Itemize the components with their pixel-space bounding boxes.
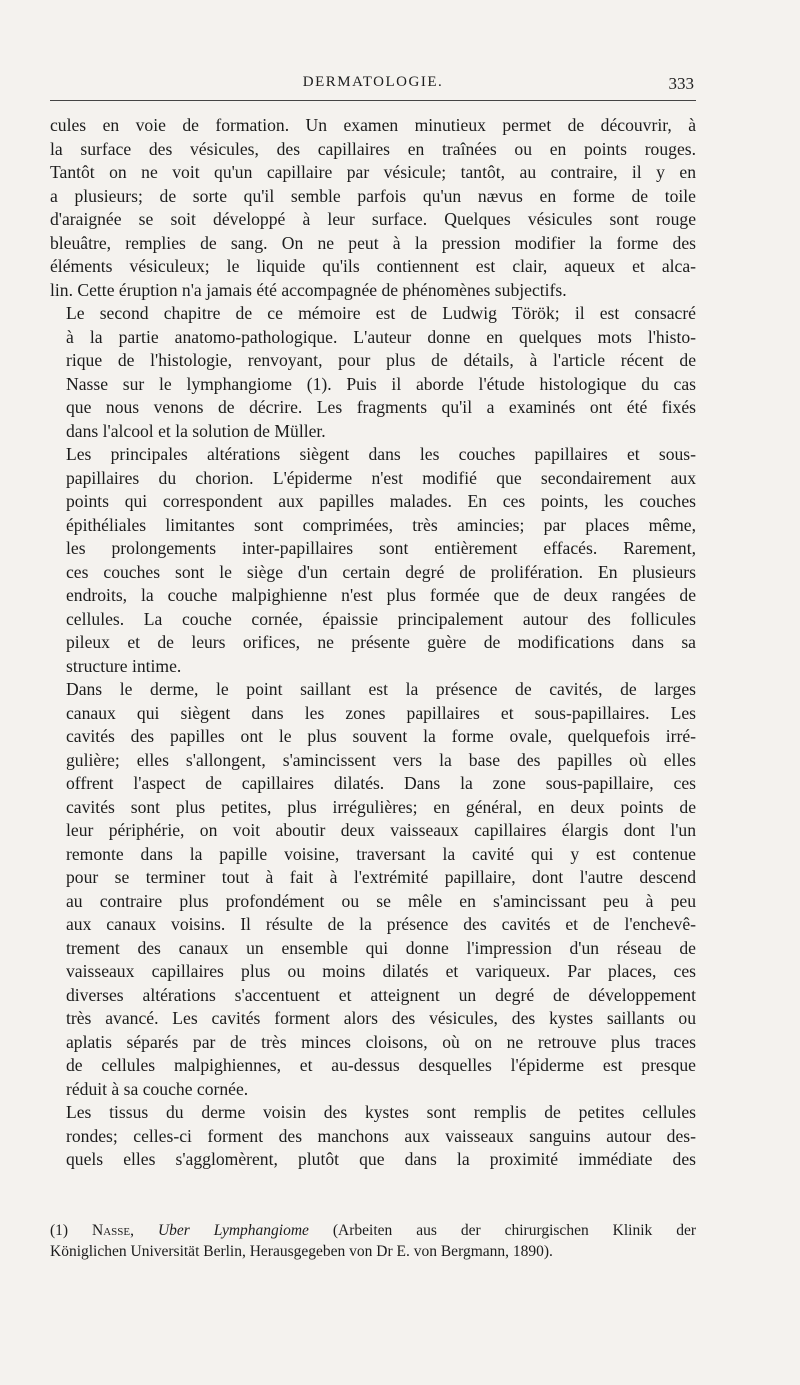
text-line: diverses altérations s'accentuent et atteignent un degré de développement [66,984,696,1005]
text-line: cavités sont plus petites, plus irrégulières; en général, en deux points de [66,796,696,817]
header-rule [50,100,696,101]
footnote-title: Uber Lymphangiome [157,1222,309,1239]
text-line: pileux et de leurs orifices, ne présente guère de modifications dans sa [66,632,696,652]
paragraph [50,302,696,443]
text-line: gulière; elles s'allongent, s'amincissent vers la base des papilles où elles [66,749,696,770]
text-line: cules en voie de formation. Un examen minutieux permet de découvrir, à [50,115,696,135]
text-line: endroits, la couche malpighienne n'est plus formée que de deux rangées de [66,585,696,605]
text-line: que nous venons de décrire. Les fragments qu'il a examinés ont été fixés [66,397,696,417]
text-line: de cellules malpighiennes, et au-dessus desquelles l'épiderme est presque [66,1055,696,1075]
footnote-line-2: Königlichen Universität Berlin, Herausgegeben von Dr E. von Bergmann, 1890). [50,1243,553,1260]
text-line: Le second chapitre de ce mémoire est de Ludwig Török; il est consacré [66,303,696,323]
text-line: réduit à sa couche cornée. [66,1078,249,1099]
text-line: pour se terminer tout à fait à l'extrémité papillaire, dont l'autre descend [66,867,696,887]
text-line: ces couches sont le siège d'un certain degré de prolifération. En plusieurs [66,561,696,582]
text-line: canaux qui siègent dans les zones papillaires et sous-papillaires. Les [66,702,696,723]
body-text [50,114,696,1172]
text-line: éléments vésiculeux; le liquide qu'ils contiennent est clair, aqueux et alca- [50,256,696,276]
text-line: aplatis séparés par de très minces cloisons, où on ne retrouve plus traces [66,1031,696,1052]
text-line: rondes; celles-ci forment des manchons aux vaisseaux sanguins autour des- [66,1125,696,1146]
text-line: quels elles s'agglomèrent, plutôt que dans la proximité immédiate des [66,1149,696,1169]
paragraph [50,1101,696,1172]
text-line: la surface des vésicules, des capillaires en traînées ou en points rouges. [50,138,696,159]
running-title: DERMATOLOGIE. [302,74,444,90]
text-line: Nasse sur le lymphangiome (1). Puis il aborde l'étude histologique du cas [66,373,696,394]
text-line: remonte dans la papille voisine, traversant la cavité qui y est contenue [66,843,696,864]
text-line: bleuâtre, remplies de sang. On ne peut à la pression modifier la forme des [50,232,696,253]
footnote-line1-rest: (Arbeiten aus der chirurgischen Klinik der [332,1222,696,1239]
text-line: dans l'alcool et la solution de Müller. [66,420,326,441]
text-line: très avancé. Les cavités forment alors des vésicules, des kystes saillants ou [66,1008,696,1028]
text-line: les prolongements inter-papillaires sont entièrement effacés. Rarement, [66,538,696,558]
text-line: structure intime. [66,655,182,676]
text-line: leur périphérie, on voit aboutir deux vaisseaux capillaires élargis dont l'un [66,820,696,840]
footnote-marker: (1) [50,1222,69,1239]
text-line: Les principales altérations siègent dans les couches papillaires et sous- [66,444,696,464]
text-line: aux canaux voisins. Il résulte de la présence des cavités et de l'enchevê- [66,914,696,934]
text-line: trement des canaux un ensemble qui donne l'impression d'un réseau de [66,937,696,958]
text-line: à la partie anatomo-pathologique. L'auteur donne en quelques mots l'histo- [66,326,696,347]
text-line: a plusieurs; de sorte qu'il semble parfois qu'un nævus en forme de toile [50,185,696,206]
text-line: épithéliales limitantes sont comprimées, très amincies; par places même, [66,514,696,535]
footnote [50,1220,696,1262]
paragraph [50,678,696,1101]
text-line: papillaires du chorion. L'épiderme n'est modifié que secondairement aux [66,467,696,488]
text-line: points qui correspondent aux papilles malades. En ces points, les couches [66,491,696,511]
text-line: Tantôt on ne voit qu'un capillaire par vésicule; tantôt, au contraire, il y en [50,162,696,182]
page-header [50,74,696,100]
paragraph [50,443,696,678]
paragraph [50,114,696,302]
text-line: Dans le derme, le point saillant est la présence de cavités, de larges [66,679,696,699]
text-line: Les tissus du derme voisin des kystes sont remplis de petites cellules [66,1102,696,1122]
text-line: offrent l'aspect de capillaires dilatés. Dans la zone sous-papillaire, ces [66,773,696,793]
page-number: 333 [668,74,694,93]
text-line: cavités des papilles ont le plus souvent la forme ovale, quelquefois irré- [66,726,696,746]
footnote-line-1 [50,1220,696,1241]
text-line: cellules. La couche cornée, épaissie principalement autour des follicules [66,608,696,629]
text-line: lin. Cette éruption n'a jamais été accompagnée de phénomènes subjectifs. [50,279,567,300]
text-line: au contraire plus profondément ou se mêle en s'amincissant peu à peu [66,890,696,911]
text-line: vaisseaux capillaires plus ou moins dilatés et variqueux. Par places, ces [66,961,696,981]
footnote-author: Nasse, [92,1222,135,1239]
text-line: d'araignée se soit développé à leur surface. Quelques vésicules sont rouge [50,209,696,229]
text-line: rique de l'histologie, renvoyant, pour plus de détails, à l'article récent de [66,350,696,370]
